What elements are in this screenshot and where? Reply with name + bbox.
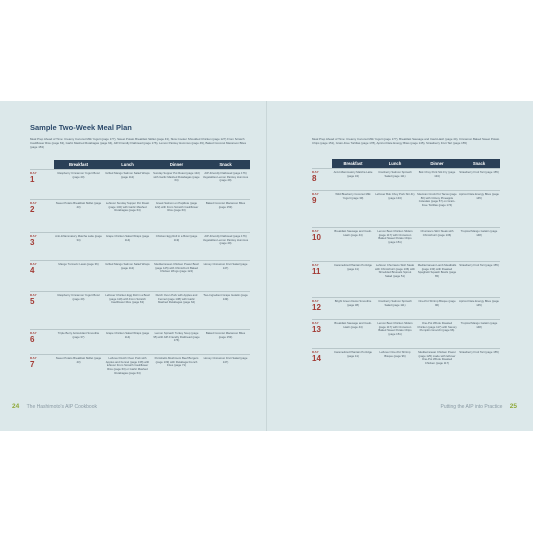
table-row	[30, 355, 250, 387]
breakfast-cell: Triple Berry Antioxidant Smoothie (page 37)	[54, 330, 103, 355]
day-label	[30, 170, 54, 200]
day-number: 10	[312, 232, 321, 242]
day-number: 8	[312, 173, 317, 183]
column-header-breakfast: Breakfast	[332, 159, 374, 169]
lunch-cell: Lemon Beet Chicken Sliders (page 117) with Cinnamon Baked Sweet Potato Chips (page 151)	[374, 320, 416, 349]
day-label	[30, 233, 54, 261]
day-word: DAY	[312, 263, 319, 267]
page-number: 25	[509, 403, 517, 410]
table-row	[312, 298, 500, 320]
day-word: DAY	[30, 201, 37, 205]
lunch-cell: Leftover Dutch Oven Pork with Apples and Fennel (page 138) with leftover From Scratch Cauliflower Rice (page 63) or Garlic Mashed Rutabagas (page 64)	[103, 355, 152, 387]
breakfast-cell: Breakfast Sausage and Cauli-Hash (page 44)	[332, 320, 374, 349]
day-label	[30, 261, 54, 292]
dinner-cell: Portobello Mushroom Beef Burgers (page 139) with Rutabaga French Fries (page 71)	[152, 355, 201, 387]
lunch-cell: Lemon Beet Chicken Sliders (page 117) with Cinnamon Baked Sweet Potato Chips (page 151)	[374, 228, 416, 262]
snack-cell: Strawberry Fruit Tart (page 155)	[458, 349, 500, 381]
page-gutter	[266, 101, 267, 431]
running-footer: Putting the AIP into Practice	[440, 404, 503, 410]
dinner-cell: Mediterranean Lamb Meatballs (page 133) with Roasted Spaghetti Squash Bowls (page 65)	[416, 262, 458, 298]
table-row	[312, 169, 500, 191]
lunch-cell: Leftover Churrasco Skirt Steak with Chimichurri (page 136) with Shredded Brussels Sprout Salad (page 51)	[374, 262, 416, 298]
day-label	[312, 191, 332, 228]
page-number: 24	[12, 403, 20, 410]
day-label	[30, 330, 54, 355]
day-label	[30, 200, 54, 233]
snack-cell: Baked Coconut Macaroon Bites (page 153)	[201, 200, 250, 233]
table-row	[312, 349, 500, 381]
day-word: DAY	[312, 229, 319, 233]
day-word: DAY	[312, 299, 319, 303]
day-number: 14	[312, 353, 321, 363]
lunch-cell: Leftover Bok Choy Pork Stir-Fry (page 134)	[374, 191, 416, 228]
snack-cell: Apricot Date Energy Bites (page 145)	[458, 191, 500, 228]
column-header-breakfast: Breakfast	[54, 160, 103, 170]
day-word: DAY	[30, 293, 37, 297]
day-word: DAY	[312, 321, 319, 325]
day-label	[312, 349, 332, 381]
day-number: 4	[30, 265, 35, 275]
page-title: Sample Two-Week Meal Plan	[30, 123, 132, 132]
breakfast-cell: Anti-Inflammatory Matcha Latte (page 34)	[54, 233, 103, 261]
day-label	[30, 292, 54, 330]
breakfast-cell: Sweet Potato Breakfast Skillet (page 43)	[54, 200, 103, 233]
table-row	[312, 191, 500, 228]
dinner-cell: Chicken Egg Roll in a Bowl (page 119)	[152, 233, 201, 261]
table-header-row	[30, 160, 250, 170]
day-label	[30, 355, 54, 387]
table-row	[312, 320, 500, 349]
meal-prep-note-week-2: Meal Prep Ahead of Time: Creamy Coconut Milk Yogurt (page 177), Breakfast Sausage and Cauli-Hash (page 44), Cinnamon Baked Sweet Potato Chips (page 151), Grain-Free Tortillas (page 178), Apricot Date Energy Bites (page 145), Strawberry Fruit Tart (page 155)	[312, 137, 500, 146]
lunch-cell: Grilled Mango Salmon Salad Wraps (page 112)	[103, 170, 152, 200]
lunch-cell: Grape Chicken Salad Wraps (page 114)	[103, 330, 152, 355]
day-number: 5	[30, 296, 35, 306]
day-number: 13	[312, 324, 321, 334]
right-folio	[440, 403, 517, 410]
day-word: DAY	[30, 171, 37, 175]
breakfast-cell: Mango Turmeric Lassi (page 36)	[54, 261, 103, 292]
dinner-cell: Mediterranean Chicken Power Bowl (page 125) with Chimichurri Baked Chicken Wings (page 124)	[152, 261, 201, 292]
column-header-dinner: Dinner	[152, 160, 201, 170]
breakfast-cell: Bright Green Detox Smoothie (page 38)	[332, 298, 374, 320]
meal-plan-table-week-2	[312, 159, 500, 381]
breakfast-cell: Anti-Inflammatory Matcha Latte (page 34)	[332, 169, 374, 191]
day-word: DAY	[30, 356, 37, 360]
right-page	[312, 101, 503, 431]
dinner-cell: Sunday Supper Pot Roast (page 132) with Garlic Mashed Rutabagas (page 64)	[152, 170, 201, 200]
left-folio	[12, 403, 97, 410]
day-number: 7	[30, 359, 35, 369]
day-number: 9	[312, 195, 317, 205]
day-number: 2	[30, 204, 35, 214]
column-header-dinner: Dinner	[416, 159, 458, 169]
header-spacer	[30, 160, 54, 170]
snack-cell: AIP-Friendly Flatbread (page 176) Vegetables Lemon Parsley Hummus (page 49)	[201, 233, 250, 261]
dinner-cell: Mexican Crock Pot Tacos (page 80) with Citrusy Pineapple Coleslaw (page 57) on Grain-Free Tortillas (page 174)	[416, 191, 458, 228]
day-word: DAY	[312, 192, 319, 196]
dinner-cell: Mediterranean Chicken Power (page 125) made with leftover One-Pot Whole Roasted Chicken (page 117)	[416, 349, 458, 381]
day-label	[312, 298, 332, 320]
meal-plan-table-week-1	[30, 160, 250, 387]
snack-cell: Apricot Date Energy Bites (page 145)	[458, 298, 500, 320]
breakfast-cell: Raspberry Cinnamon Yogurt Bowl (page 40)	[54, 170, 103, 200]
snack-cell: Honey Cinnamon Fruit Salad (page 147)	[201, 261, 250, 292]
table-row	[312, 262, 500, 298]
column-header-lunch: Lunch	[103, 160, 152, 170]
day-number: 3	[30, 237, 35, 247]
table-row	[30, 233, 250, 261]
breakfast-cell: Raspberry Cinnamon Yogurt Bowl (page 40)	[54, 292, 103, 330]
left-page	[30, 101, 250, 431]
snack-cell: Honey Cinnamon Fruit Salad (page 147)	[201, 355, 250, 387]
table-row	[30, 292, 250, 330]
dinner-cell: Lemon Spinach Turkey Soup (page 95) with AIP-Friendly Flatbread (page 176)	[152, 330, 201, 355]
column-header-snack: Snack	[201, 160, 250, 170]
lunch-cell: Cranberry Salmon Spinach Salad (page 111)	[374, 169, 416, 191]
breakfast-cell: Caramelized Plantain Porridge (page 41)	[332, 262, 374, 298]
table-row	[312, 228, 500, 262]
lunch-cell: Grape Chicken Salad Wraps (page 114)	[103, 233, 152, 261]
day-label	[312, 320, 332, 349]
day-word: DAY	[30, 331, 37, 335]
book-spread	[0, 101, 533, 431]
table-header-row	[312, 159, 500, 169]
breakfast-cell: Caramelized Plantain Porridge (page 41)	[332, 349, 374, 381]
day-label	[312, 169, 332, 191]
dinner-cell: One-Pot Shrimp Bisque (page 96)	[416, 298, 458, 320]
lunch-cell: Grilled Mango Salmon Salad Wraps (page 112)	[103, 261, 152, 292]
lunch-cell: Leftover Chicken Egg Roll in a Bowl (page 119) with From Scratch Cauliflower Rice (page 63)	[103, 292, 152, 330]
column-header-snack: Snack	[458, 159, 500, 169]
day-number: 11	[312, 266, 321, 276]
day-number: 12	[312, 302, 321, 312]
table-row	[30, 330, 250, 355]
dinner-cell: Churrasco Skirt Steak with Chimichurri (page 136)	[416, 228, 458, 262]
day-word: DAY	[312, 350, 319, 354]
snack-cell: Two-Ingredient Grape Gelatin (page 149)	[201, 292, 250, 330]
snack-cell: Tropical Mango Gelatin (page 148)	[458, 228, 500, 262]
snack-cell: Tropical Mango Gelatin (page 148)	[458, 320, 500, 349]
breakfast-cell: Sweet Potato Breakfast Skillet (page 43)	[54, 355, 103, 387]
day-word: DAY	[30, 262, 37, 266]
table-row	[30, 261, 250, 292]
dinner-cell: Dutch Oven Pork with Apples and Fennel (page 138) with Garlic Mashed Rutabagas (page 64)	[152, 292, 201, 330]
day-word: DAY	[312, 170, 319, 174]
day-label	[312, 228, 332, 262]
dinner-cell: Bok Choy Pork Stir-Fry (page 134)	[416, 169, 458, 191]
breakfast-cell: Breakfast Sausage and Cauli-Hash (page 44)	[332, 228, 374, 262]
snack-cell: Strawberry Fruit Tart (page 155)	[458, 262, 500, 298]
meal-prep-note-week-1: Meal Prep Ahead of Time: Creamy Coconut Milk Yogurt (page 177), Sweet Potato Breakfast Skillet (page 43), Slow Cooker Shredded Chicken (page 127) From Scratch Cauliflower Rice (page 63), Garlic Mashed Rutabagas (page 64), AIP-Friendly Flatbread (page 176), Lemon Parsley Hummus (page 49), Baked Coconut Macaroon Bites (page 153)	[30, 137, 247, 150]
dinner-cell: Greek Salmon en Papillote (page 122) with From Scratch Cauliflower Rice (page 63)	[152, 200, 201, 233]
dinner-cell: One-Pot Whole Roasted Chicken (page 117) with Savory Pumpkin Gnocchi (page 96)	[416, 320, 458, 349]
table-row	[30, 200, 250, 233]
lunch-cell: Cranberry Salmon Spinach Salad (page 111)	[374, 298, 416, 320]
snack-cell: Baked Coconut Macaroon Bites (page 153)	[201, 330, 250, 355]
lunch-cell: Leftover Sunday Supper Pot Roast (page 132) with Garlic Mashed Rutabagas (page 64)	[103, 200, 152, 233]
lunch-cell: Leftover One-Pot Shrimp Bisque (page 96)	[374, 349, 416, 381]
column-header-lunch: Lunch	[374, 159, 416, 169]
day-number: 6	[30, 334, 35, 344]
day-word: DAY	[30, 234, 37, 238]
table-row	[30, 170, 250, 200]
snack-cell: Strawberry Fruit Tart (page 155)	[458, 169, 500, 191]
running-footer: The Hashimoto's AIP Cookbook	[26, 404, 97, 410]
day-number: 1	[30, 174, 35, 184]
breakfast-cell: Wild Blueberry Coconut Milk Yogurt (page 39)	[332, 191, 374, 228]
snack-cell: AIP-Friendly Flatbread (page 176) Vegetables Lemon Parsley Hummus (page 49)	[201, 170, 250, 200]
day-label	[312, 262, 332, 298]
header-spacer	[312, 159, 332, 169]
